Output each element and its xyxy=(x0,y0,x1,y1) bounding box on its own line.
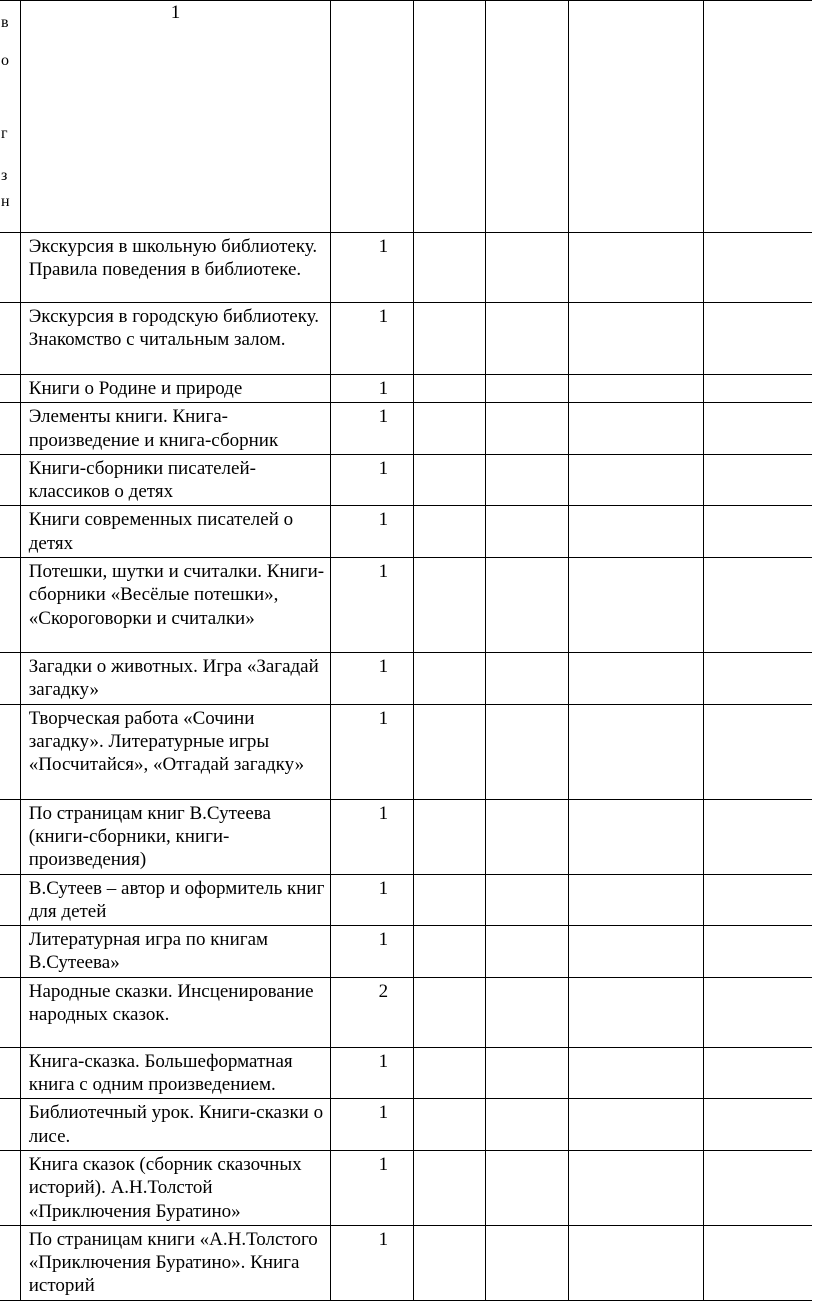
empty-cell xyxy=(485,1225,568,1300)
hours-cell xyxy=(331,1047,414,1099)
empty-cell xyxy=(703,653,812,705)
hours-cell xyxy=(331,653,414,705)
hours-cell xyxy=(331,558,414,653)
empty-cell xyxy=(414,704,485,799)
hours-value: 1 xyxy=(378,561,389,583)
header-first-cell xyxy=(0,1,20,233)
row-number-cell xyxy=(0,1099,20,1151)
row-number-cell xyxy=(0,874,20,926)
empty-cell xyxy=(703,874,812,926)
hours-cell xyxy=(331,303,414,375)
row-number-cell xyxy=(0,926,20,978)
table-row xyxy=(0,454,812,506)
hours-value: 1 xyxy=(378,877,389,899)
empty-cell xyxy=(703,1150,812,1225)
hours-value: 1 xyxy=(378,236,389,257)
empty-cell xyxy=(568,653,703,705)
empty-cell xyxy=(568,1225,703,1300)
empty-cell xyxy=(568,1150,703,1225)
table-row xyxy=(0,977,812,1047)
empty-cell xyxy=(414,454,485,506)
table-row xyxy=(0,1225,812,1300)
hours-value: 1 xyxy=(378,457,389,479)
empty-cell xyxy=(414,506,485,558)
row-number-cell xyxy=(0,704,20,799)
header-cell xyxy=(703,1,812,233)
hours-cell xyxy=(331,233,414,303)
topic-cell: В.Сутеев – автор и оформитель книг для детей xyxy=(20,874,330,926)
empty-cell xyxy=(414,1150,485,1225)
header-cell xyxy=(414,1,485,233)
header-cell xyxy=(331,1,414,233)
row-number-cell xyxy=(0,977,20,1047)
hours-cell xyxy=(331,799,414,874)
fragment: н xyxy=(1,193,10,210)
empty-cell xyxy=(568,1047,703,1099)
table-row xyxy=(0,1099,812,1151)
rotated-header-fragments xyxy=(0,1,20,231)
hours-value: 1 xyxy=(378,802,389,824)
row-number-cell xyxy=(0,403,20,455)
empty-cell xyxy=(485,1150,568,1225)
topic-cell: Загадки о животных. Игра «Загадай загадку» xyxy=(20,653,330,705)
hours-cell xyxy=(331,1150,414,1225)
empty-cell xyxy=(414,977,485,1047)
topic-cell: Экскурсия в городскую библиотеку. Знакомство с читальным залом. xyxy=(20,303,330,375)
table-row xyxy=(0,403,812,455)
empty-cell xyxy=(485,1099,568,1151)
empty-cell xyxy=(485,874,568,926)
table-row xyxy=(0,799,812,874)
hours-value: 1 xyxy=(378,509,389,531)
empty-cell xyxy=(485,1047,568,1099)
empty-cell xyxy=(568,233,703,303)
empty-cell xyxy=(568,558,703,653)
empty-cell xyxy=(485,558,568,653)
empty-cell xyxy=(414,1047,485,1099)
empty-cell xyxy=(568,977,703,1047)
column-number: 1 xyxy=(20,1,330,233)
empty-cell xyxy=(703,1225,812,1300)
empty-cell xyxy=(485,454,568,506)
empty-cell xyxy=(568,704,703,799)
empty-cell xyxy=(703,558,812,653)
row-number-cell xyxy=(0,1047,20,1099)
empty-cell xyxy=(414,375,485,403)
row-number-cell xyxy=(0,454,20,506)
empty-cell xyxy=(703,303,812,375)
empty-cell xyxy=(568,506,703,558)
empty-cell xyxy=(485,506,568,558)
empty-cell xyxy=(568,454,703,506)
topic-cell: Библиотечный урок. Книги-сказки о лисе. xyxy=(20,1099,330,1151)
empty-cell xyxy=(414,926,485,978)
hours-value: 1 xyxy=(378,1050,389,1072)
row-number-cell xyxy=(0,506,20,558)
row-number-cell xyxy=(0,558,20,653)
empty-cell xyxy=(703,977,812,1047)
empty-cell xyxy=(485,403,568,455)
empty-cell xyxy=(568,926,703,978)
table-row xyxy=(0,1150,812,1225)
table-row xyxy=(0,506,812,558)
empty-cell xyxy=(703,926,812,978)
hours-value: 1 xyxy=(378,656,389,678)
hours-value: 1 xyxy=(378,378,389,399)
empty-cell xyxy=(485,926,568,978)
empty-cell xyxy=(485,653,568,705)
empty-cell xyxy=(414,558,485,653)
topic-cell: Народные сказки. Инсценирование народных сказок. xyxy=(20,977,330,1047)
empty-cell xyxy=(414,799,485,874)
table-row xyxy=(0,558,812,653)
empty-cell xyxy=(414,303,485,375)
empty-cell xyxy=(414,1099,485,1151)
table-row xyxy=(0,233,812,303)
fragment: з xyxy=(1,167,8,184)
hours-cell xyxy=(331,506,414,558)
empty-cell xyxy=(703,375,812,403)
empty-cell xyxy=(485,233,568,303)
topic-cell: По страницам книги «А.Н.Толстого «Приключения Буратино». Книга историй xyxy=(20,1225,330,1300)
empty-cell xyxy=(703,403,812,455)
topic-cell: Элементы книги. Книга-произведение и книга-сборник xyxy=(20,403,330,455)
empty-cell xyxy=(568,874,703,926)
topic-cell: Потешки, шутки и считалки. Книги-сборники «Весёлые потешки», «Скороговорки и считалки» xyxy=(20,558,330,653)
hours-value: 1 xyxy=(378,406,389,428)
empty-cell xyxy=(703,233,812,303)
topic-cell: Творческая работа «Сочини загадку». Литературные игры «Посчитайся», «Отгадай загадку» xyxy=(20,704,330,799)
hours-cell xyxy=(331,704,414,799)
topic-cell: Книги-сборники писателей-классиков о детях xyxy=(20,454,330,506)
row-number-cell xyxy=(0,233,20,303)
hours-cell xyxy=(331,375,414,403)
empty-cell xyxy=(485,977,568,1047)
table-row xyxy=(0,1047,812,1099)
hours-value: 1 xyxy=(378,1102,389,1124)
row-number-cell xyxy=(0,1150,20,1225)
row-number-cell xyxy=(0,375,20,403)
empty-cell xyxy=(414,1225,485,1300)
fragment: г xyxy=(1,125,8,142)
row-number-cell xyxy=(0,303,20,375)
topic-cell: Книги современных писателей о детях xyxy=(20,506,330,558)
table-row xyxy=(0,303,812,375)
hours-cell xyxy=(331,926,414,978)
hours-value: 1 xyxy=(378,929,389,951)
empty-cell xyxy=(414,874,485,926)
empty-cell xyxy=(703,506,812,558)
table-row xyxy=(0,926,812,978)
table-row xyxy=(0,375,812,403)
hours-cell xyxy=(331,977,414,1047)
empty-cell xyxy=(485,799,568,874)
topic-cell: Литературная игра по книгам В.Сутеева» xyxy=(20,926,330,978)
table-row xyxy=(0,874,812,926)
row-number-cell xyxy=(0,653,20,705)
empty-cell xyxy=(414,653,485,705)
fragment: в xyxy=(1,14,9,31)
header-cell xyxy=(485,1,568,233)
topic-cell: Книги о Родине и природе xyxy=(20,375,330,403)
header-cell xyxy=(568,1,703,233)
empty-cell xyxy=(485,704,568,799)
empty-cell xyxy=(485,303,568,375)
empty-cell xyxy=(568,375,703,403)
fragment: о xyxy=(1,52,9,69)
table-row xyxy=(0,653,812,705)
empty-cell xyxy=(568,303,703,375)
hours-cell xyxy=(331,1225,414,1300)
hours-value: 1 xyxy=(378,1228,389,1250)
empty-cell xyxy=(568,403,703,455)
row-number-cell xyxy=(0,1225,20,1300)
topic-cell: Книга-сказка. Большеформатная книга с одним произведением. xyxy=(20,1047,330,1099)
empty-cell xyxy=(414,403,485,455)
header-row xyxy=(0,1,812,233)
topic-cell: Книга сказок (сборник сказочных историй). А.Н.Толстой «Приключения Буратино» xyxy=(20,1150,330,1225)
hours-cell xyxy=(331,874,414,926)
topic-cell: По страницам книг В.Сутеева (книги-сборники, книги-произведения) xyxy=(20,799,330,874)
hours-cell xyxy=(331,454,414,506)
topic-cell: Экскурсия в школьную библиотеку. Правила поведения в библиотеке. xyxy=(20,233,330,303)
empty-cell xyxy=(703,704,812,799)
empty-cell xyxy=(414,233,485,303)
empty-cell xyxy=(568,1099,703,1151)
empty-cell xyxy=(703,799,812,874)
row-number-cell xyxy=(0,799,20,874)
hours-cell xyxy=(331,403,414,455)
hours-value: 2 xyxy=(378,980,389,1002)
empty-cell xyxy=(703,1047,812,1099)
hours-value: 1 xyxy=(378,707,389,729)
empty-cell xyxy=(568,799,703,874)
hours-value: 1 xyxy=(378,1153,389,1175)
empty-cell xyxy=(485,375,568,403)
empty-cell xyxy=(703,454,812,506)
hours-value: 1 xyxy=(378,306,389,327)
table-row xyxy=(0,704,812,799)
empty-cell xyxy=(703,1099,812,1151)
hours-cell xyxy=(331,1099,414,1151)
